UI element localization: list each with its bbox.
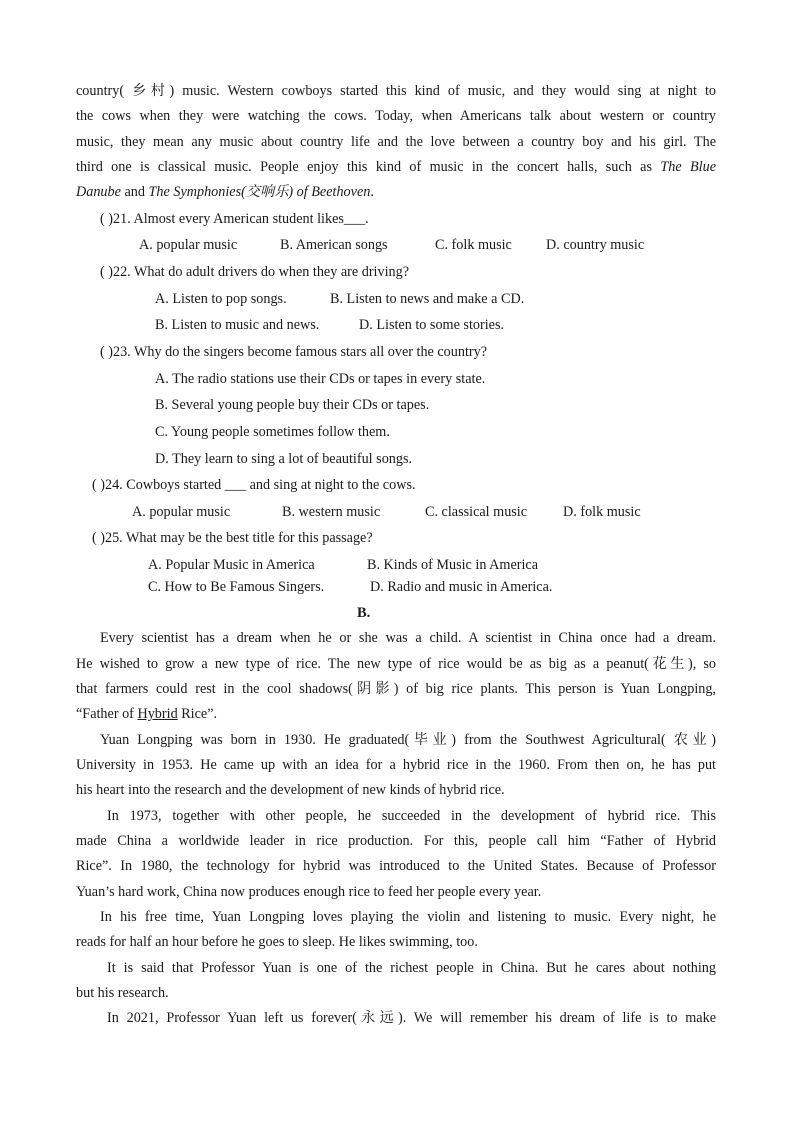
option-24-d: D. folk music: [563, 504, 641, 520]
option-24-a: A. popular music: [132, 504, 231, 520]
option-24-b: B. western music: [282, 504, 381, 520]
passage-line: It is said that Professor Yuan is one of the richest people in China. But he cares about nothing: [107, 960, 716, 976]
option-25-c: C. How to Be Famous Singers.: [148, 579, 325, 595]
passage-line: University in 1953. He came up with an idea for a hybrid rice in the 1960. From then on, he has put: [76, 757, 716, 773]
passage-line: that farmers could rest in the cool shadows(阴影) of big rice plants. This person is Yuan Longping,: [76, 681, 716, 697]
passage-line: reads for half an hour before he goes to sleep. He likes swimming, too.: [76, 934, 478, 950]
option-22-b: B. Listen to news and make a CD.: [330, 291, 525, 307]
passage-line: [76, 159, 716, 175]
passage-line: Rice”. In 1980, the technology for hybrid was introduced to the United States. Because of Professor: [76, 858, 716, 874]
question-21: ( )21. Almost every American student likes___.: [100, 211, 369, 227]
option-23-d: D. They learn to sing a lot of beautiful songs.: [155, 451, 413, 467]
passage-text: Rice”.: [177, 706, 218, 722]
passage-line: In 1973, together with other people, he succeeded in the development of hybrid rice. This: [107, 808, 716, 824]
passage-text: and: [120, 184, 149, 200]
question-25: ( )25. What may be the best title for this passage?: [92, 530, 373, 546]
option-25-a: A. Popular Music in America: [148, 557, 315, 573]
passage-text: third one is classical music. People enjoy this kind of music in the concert halls, such as: [76, 159, 661, 175]
option-21-a: A. popular music: [139, 237, 238, 253]
option-22-a: A. Listen to pop songs.: [155, 291, 287, 307]
passage-line: [76, 706, 716, 722]
option-23-b: B. Several young people buy their CDs or tapes.: [155, 397, 430, 413]
option-22-d: D. Listen to some stories.: [359, 317, 505, 333]
option-24-c: C. classical music: [425, 504, 528, 520]
passage-line: the cows when they were watching the cows. Today, when Americans talk about western or country: [76, 108, 716, 124]
passage-line: In 2021, Professor Yuan left us forever(永远). We will remember his dream of life is to make: [107, 1010, 716, 1026]
passage-line: Every scientist has a dream when he or she was a child. A scientist in China once had a dream.: [100, 630, 716, 646]
question-24: ( )24. Cowboys started ___ and sing at night to the cows.: [92, 477, 416, 493]
passage-line: country( 乡村) music. Western cowboys started this kind of music, and they would sing at night to: [76, 83, 716, 99]
option-25-b: B. Kinds of Music in America: [367, 557, 539, 573]
option-21-b: B. American songs: [280, 237, 388, 253]
section-heading: B.: [357, 605, 371, 621]
passage-line: but his research.: [76, 985, 169, 1001]
passage-text: .: [370, 184, 374, 200]
passage-line: music, they mean any music about country life and the love between a country boy and his girl. The: [76, 134, 716, 150]
passage-line: [76, 184, 716, 200]
question-22: ( )22. What do adult drivers do when they are driving?: [100, 264, 410, 280]
passage-line: Yuan Longping was born in 1930. He graduated(毕业) from the Southwest Agricultural( 农业): [100, 732, 716, 748]
question-23: ( )23. Why do the singers become famous stars all over the country?: [100, 344, 488, 360]
passage-italic-title: Danube: [76, 184, 121, 200]
passage-line: He wished to grow a new type of rice. The new type of rice would be as big as a peanut(花生), so: [76, 656, 716, 672]
option-25-d: D. Radio and music in America.: [370, 579, 553, 595]
passage-line: Yuan’s hard work, China now produces enough rice to feed her people every year.: [76, 884, 542, 900]
passage-text: “Father of: [76, 706, 138, 722]
option-23-a: A. The radio stations use their CDs or tapes in every state.: [155, 371, 486, 387]
passage-line: made China a worldwide leader in rice production. For this, people call him “Father of Hybrid: [76, 833, 716, 849]
passage-italic-title: The Blue: [660, 159, 717, 175]
passage-italic-title: The Symphonies(交响乐) of Beethoven: [148, 184, 371, 200]
option-21-c: C. folk music: [435, 237, 512, 253]
option-21-d: D. country music: [546, 237, 645, 253]
option-22-c: B. Listen to music and news.: [155, 317, 320, 333]
passage-line: his heart into the research and the development of new kinds of hybrid rice.: [76, 782, 505, 798]
underlined-word: Hybrid: [137, 706, 178, 722]
passage-line: In his free time, Yuan Longping loves playing the violin and listening to music. Every night, he: [100, 909, 716, 925]
option-23-c: C. Young people sometimes follow them.: [155, 424, 390, 440]
